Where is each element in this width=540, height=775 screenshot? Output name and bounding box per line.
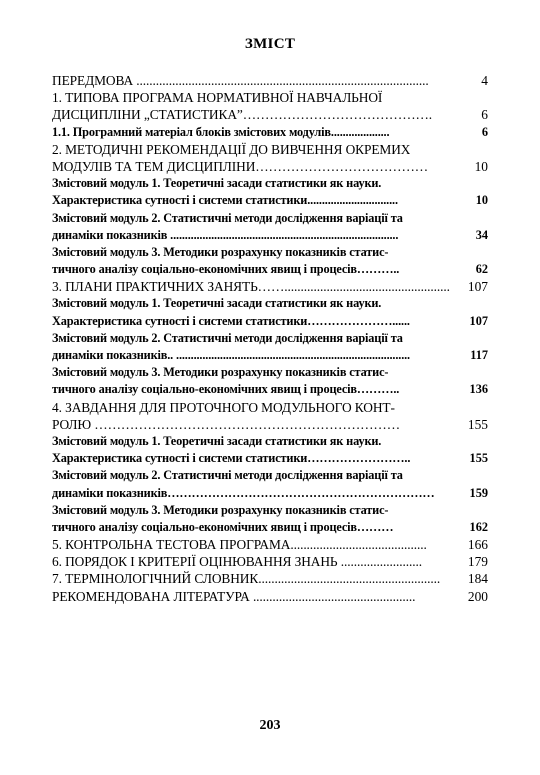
toc-entry-text: 4. ЗАВДАННЯ ДЛЯ ПРОТОЧНОГО МОДУЛЬНОГО КОНТ-: [52, 399, 395, 415]
toc-page-number: 10: [474, 158, 488, 174]
toc-line: [52, 588, 488, 605]
toc-entry-text: Змістовий модуль 1. Теоретичні засади статистики як науки.: [52, 433, 382, 448]
toc-entry-text: Змістовий модуль 3. Методики розрахунку показників статис-: [52, 244, 389, 259]
toc-line: [52, 467, 488, 484]
toc-page-number: 162: [468, 519, 488, 536]
toc-line: [52, 227, 488, 244]
toc-line: [52, 295, 488, 312]
page-title: ЗМІСТ: [244, 36, 296, 52]
toc-line: [52, 175, 488, 192]
toc-line: [52, 347, 488, 364]
toc-page-number: 166: [467, 537, 488, 553]
toc-page-number: 179: [467, 554, 488, 570]
toc-line: [52, 450, 488, 467]
toc-line: [52, 536, 488, 553]
toc-line: [52, 433, 488, 450]
toc-entry-text: Характеристика сутності і системи статистики…………………......: [52, 313, 410, 328]
toc-page-number: 159: [468, 485, 488, 502]
toc-line: [52, 313, 488, 330]
toc-page-number: 62: [474, 261, 488, 278]
toc-entry-text: ПЕРЕДМОВА ..........................................................................................: [52, 73, 429, 88]
toc-entry-text: Змістовий модуль 1. Теоретичні засади статистики як науки.: [52, 176, 382, 191]
toc-page-number: 155: [468, 450, 488, 467]
toc-line: [52, 106, 488, 123]
toc-line: [52, 141, 488, 158]
toc-line: [52, 364, 488, 381]
toc-entry-text: 1.1. Програмний матеріал блоків змістових модулів....................: [52, 124, 390, 139]
toc-page-number: 136: [468, 381, 488, 398]
toc-page-number: 107: [467, 279, 488, 295]
toc-entry-text: Змістовий модуль 2. Статистичні методи дослідження варіації та: [52, 330, 403, 345]
toc-page-number: 34: [474, 227, 488, 244]
toc-entry-text: тичного аналізу соціально-економічних явищ і процесів………: [52, 519, 394, 534]
toc-entry-text: 5. КОНТРОЛЬНА ТЕСТОВА ПРОГРАМА..........................................: [52, 537, 427, 553]
toc-entry-text: 7. ТЕРМІНОЛОГІЧНИЙ СЛОВНИК........................................................: [52, 571, 441, 587]
toc-entry-text: Змістовий модуль 2. Статистичні методи дослідження варіації та: [52, 468, 403, 483]
toc-page-number: 4: [481, 73, 488, 88]
page-number: 203: [259, 718, 281, 733]
toc-line: [52, 570, 488, 587]
toc-entry-text: Змістовий модуль 3. Методики розрахунку показників статис-: [52, 502, 389, 517]
toc-line: [52, 72, 488, 89]
toc-line: [52, 399, 488, 416]
toc-entry-text: динаміки показників.. ................................................................................: [52, 348, 410, 362]
toc-line: [52, 416, 488, 433]
toc-page-number: 10: [474, 192, 488, 209]
toc-page-number: 155: [467, 416, 488, 432]
toc-line: [52, 330, 488, 347]
toc-page-number: 200: [467, 588, 488, 604]
toc-line: [52, 192, 488, 209]
toc-entry-text: 3. ПЛАНИ ПРАКТИЧНИХ ЗАНЯТЬ……...................................................: [52, 279, 450, 295]
toc-entry-text: РОЛЮ ……………………………………………………………: [52, 416, 400, 432]
toc-line: [52, 553, 488, 570]
toc-line: [52, 278, 488, 295]
toc-entry-text: Змістовий модуль 2. Статистичні методи дослідження варіації та: [52, 210, 403, 225]
toc-page-number: 6: [480, 124, 488, 141]
toc-entry-text: динаміки показників ..............................................................................: [52, 227, 399, 242]
toc-page-number: 6: [481, 107, 488, 123]
toc-entry-text: 6. ПОРЯДОК І КРИТЕРІЇ ОЦІНЮВАННЯ ЗНАНЬ .........................: [52, 554, 422, 570]
toc-line: [52, 210, 488, 227]
toc-line: [52, 158, 488, 175]
toc-entry-text: Змістовий модуль 1. Теоретичні засади статистики як науки.: [52, 296, 382, 311]
toc-entry-text: 2. МЕТОДИЧНІ РЕКОМЕНДАЦІЇ ДО ВИВЧЕННЯ ОКРЕМИХ: [52, 141, 411, 157]
toc-line: [52, 261, 488, 278]
toc-line: [52, 485, 488, 502]
toc-entry-text: Характеристика сутності і системи статистики……………………..: [52, 451, 411, 466]
toc-entry-text: 1. ТИПОВА ПРОГРАМА НОРМАТИВНОЇ НАВЧАЛЬНОЇ: [52, 90, 383, 106]
toc-entry-text: динаміки показників…………………………………………………………: [52, 485, 435, 500]
toc-line: [52, 502, 488, 519]
toc-entry-text: МОДУЛІВ ТА ТЕМ ДИСЦИПЛІНИ…………………………………: [52, 158, 429, 174]
toc-line: [52, 519, 488, 536]
toc-entry-text: тичного аналізу соціально-економічних явищ і процесів………..: [52, 262, 400, 277]
toc-entry-text: Характеристика сутності і системи статистики...............................: [52, 193, 398, 208]
toc-page-number: 107: [468, 313, 488, 330]
toc-entry-text: РЕКОМЕНДОВАНА ЛІТЕРАТУРА ..................................................: [52, 588, 416, 604]
toc-entry-text: ДИСЦИПЛІНИ „СТАТИСТИКА”…………………………………….: [52, 107, 433, 123]
toc-page-number: 117: [468, 347, 488, 364]
toc-line: [52, 124, 488, 141]
table-of-contents: [52, 72, 488, 605]
toc-page-number: 184: [467, 571, 488, 587]
toc-entry-text: Змістовий модуль 3. Методики розрахунку показників статис-: [52, 365, 389, 380]
toc-line: [52, 381, 488, 398]
toc-entry-text: тичного аналізу соціально-економічних явищ і процесів………..: [52, 382, 400, 397]
toc-line: [52, 244, 488, 261]
toc-line: [52, 89, 488, 106]
